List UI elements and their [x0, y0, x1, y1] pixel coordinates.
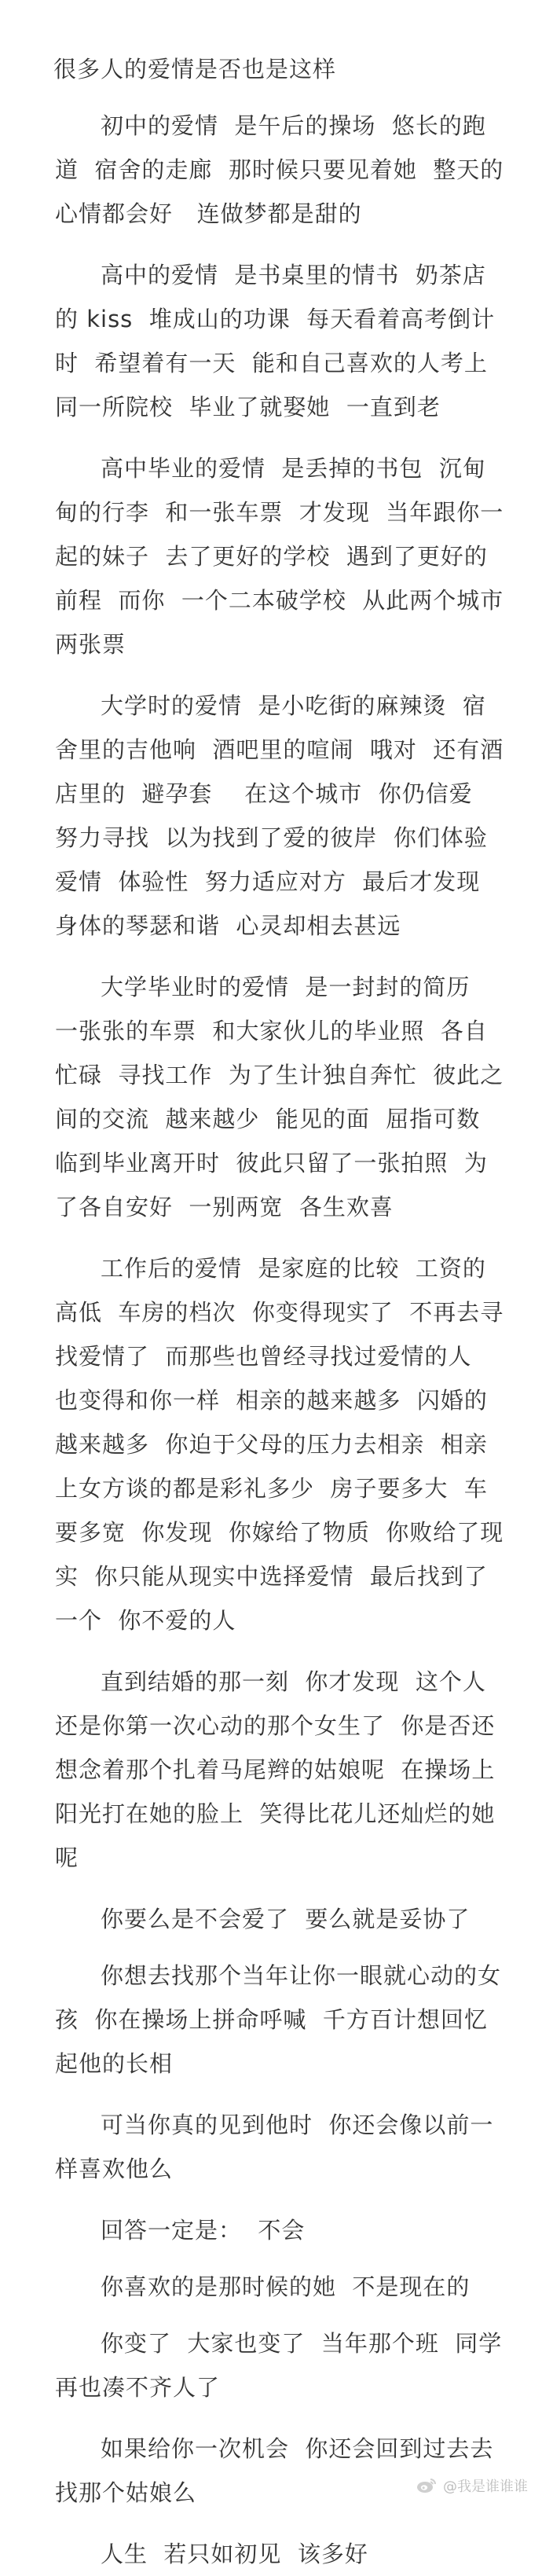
- paragraph-meeting-again: 可当你真的见到他时 你还会像以前一样喜欢他么: [55, 2112, 494, 2182]
- paragraph-looking-back: 你想去找那个当年让你一眼就心动的女孩 你在操场上拼命呼喊 千方百计想回忆起他的长相: [55, 1962, 502, 2077]
- watermark-text: @我是谁谁谁: [443, 2479, 528, 2495]
- weibo-icon: [416, 2477, 437, 2494]
- article-title: 很多人的爱情是否也是这样: [53, 56, 337, 83]
- paragraph-second-chance: 如果给你一次机会 你还会回到过去去找那个姑娘么: [55, 2435, 494, 2506]
- paragraph-then-not-now: 你喜欢的是那时候的她 不是现在的: [101, 2273, 471, 2300]
- paragraph-after-work: 工作后的爱情 是家庭的比较 工资的高低 车房的档次 你变得现实了 不再去寻找爱情了 而那些也曾经寻找过爱情的人 也变得和你一样 相亲的越来越多 闪婚的越来越多 你迫于父母的压力去相亲 相亲上女方谈的都是彩礼多少 房子要多大 车要多宽 你发现 你嫁给了物质 你败给了现实 你只能从现实中选择爱情 最后找到了一个 你不爱的人: [55, 1255, 504, 1634]
- weibo-watermark: [416, 2475, 528, 2496]
- paragraph-compromise: 你要么是不会爱了 要么就是妥协了: [101, 1906, 471, 1932]
- paragraph-closing-line: 人生 若只如初见 该多好: [101, 2541, 368, 2567]
- paragraph-college-graduation: 大学毕业时的爱情 是一封封的简历 一张张的车票 和大家伙儿的毕业照 各自忙碌 寻找工作 为了生计独自奔忙 彼此之间的交流 越来越少 能见的面 屈指可数 临到毕业离开时 彼此只留了一张拍照 为了各自安好 一别两宽 各生欢喜: [55, 974, 504, 1220]
- paragraph-answer: 回答一定是： 不会: [101, 2217, 306, 2244]
- paragraph-junior-high: 初中的爱情 是午后的操场 悠长的跑道 宿舍的走廊 那时候只要见着她 整天的心情都会好 连做梦都是甜的: [55, 112, 504, 227]
- paragraph-everyone-changed: 你变了 大家也变了 当年那个班 同学再也凑不齐人了: [55, 2330, 503, 2401]
- paragraph-college: 大学时的爱情 是小吃街的麻辣烫 宿舍里的吉他响 酒吧里的喧闹 哦对 还有酒店里的 避孕套 在这个城市 你仍信爱 努力寻找 以为找到了爱的彼岸 你们体验爱情 体验性 努力适应对方 最后才发现 身体的琴瑟和谐 心灵却相去甚远: [55, 692, 504, 939]
- paragraph-wedding: 直到结婚的那一刻 你才发现 这个人还是你第一次心动的那个女生了 你是否还想念着那个扎着马尾辫的姑娘呢 在操场上 阳光打在她的脸上 笑得比花儿还灿烂的她呢: [55, 1668, 511, 1871]
- paragraph-high-school-graduation: 高中毕业的爱情 是丢掉的书包 沉甸甸的行李 和一张车票 才发现 当年跟你一起的妹子 去了更好的学校 遇到了更好的前程 而你 一个二本破学校 从此两个城市 两张票: [55, 455, 520, 658]
- paragraph-senior-high: 高中的爱情 是书桌里的情书 奶茶店的 kiss 堆成山的功课 每天看着高考倒计时 希望着有一天 能和自己喜欢的人考上同一所院校 毕业了就娶她 一直到老: [55, 262, 496, 420]
